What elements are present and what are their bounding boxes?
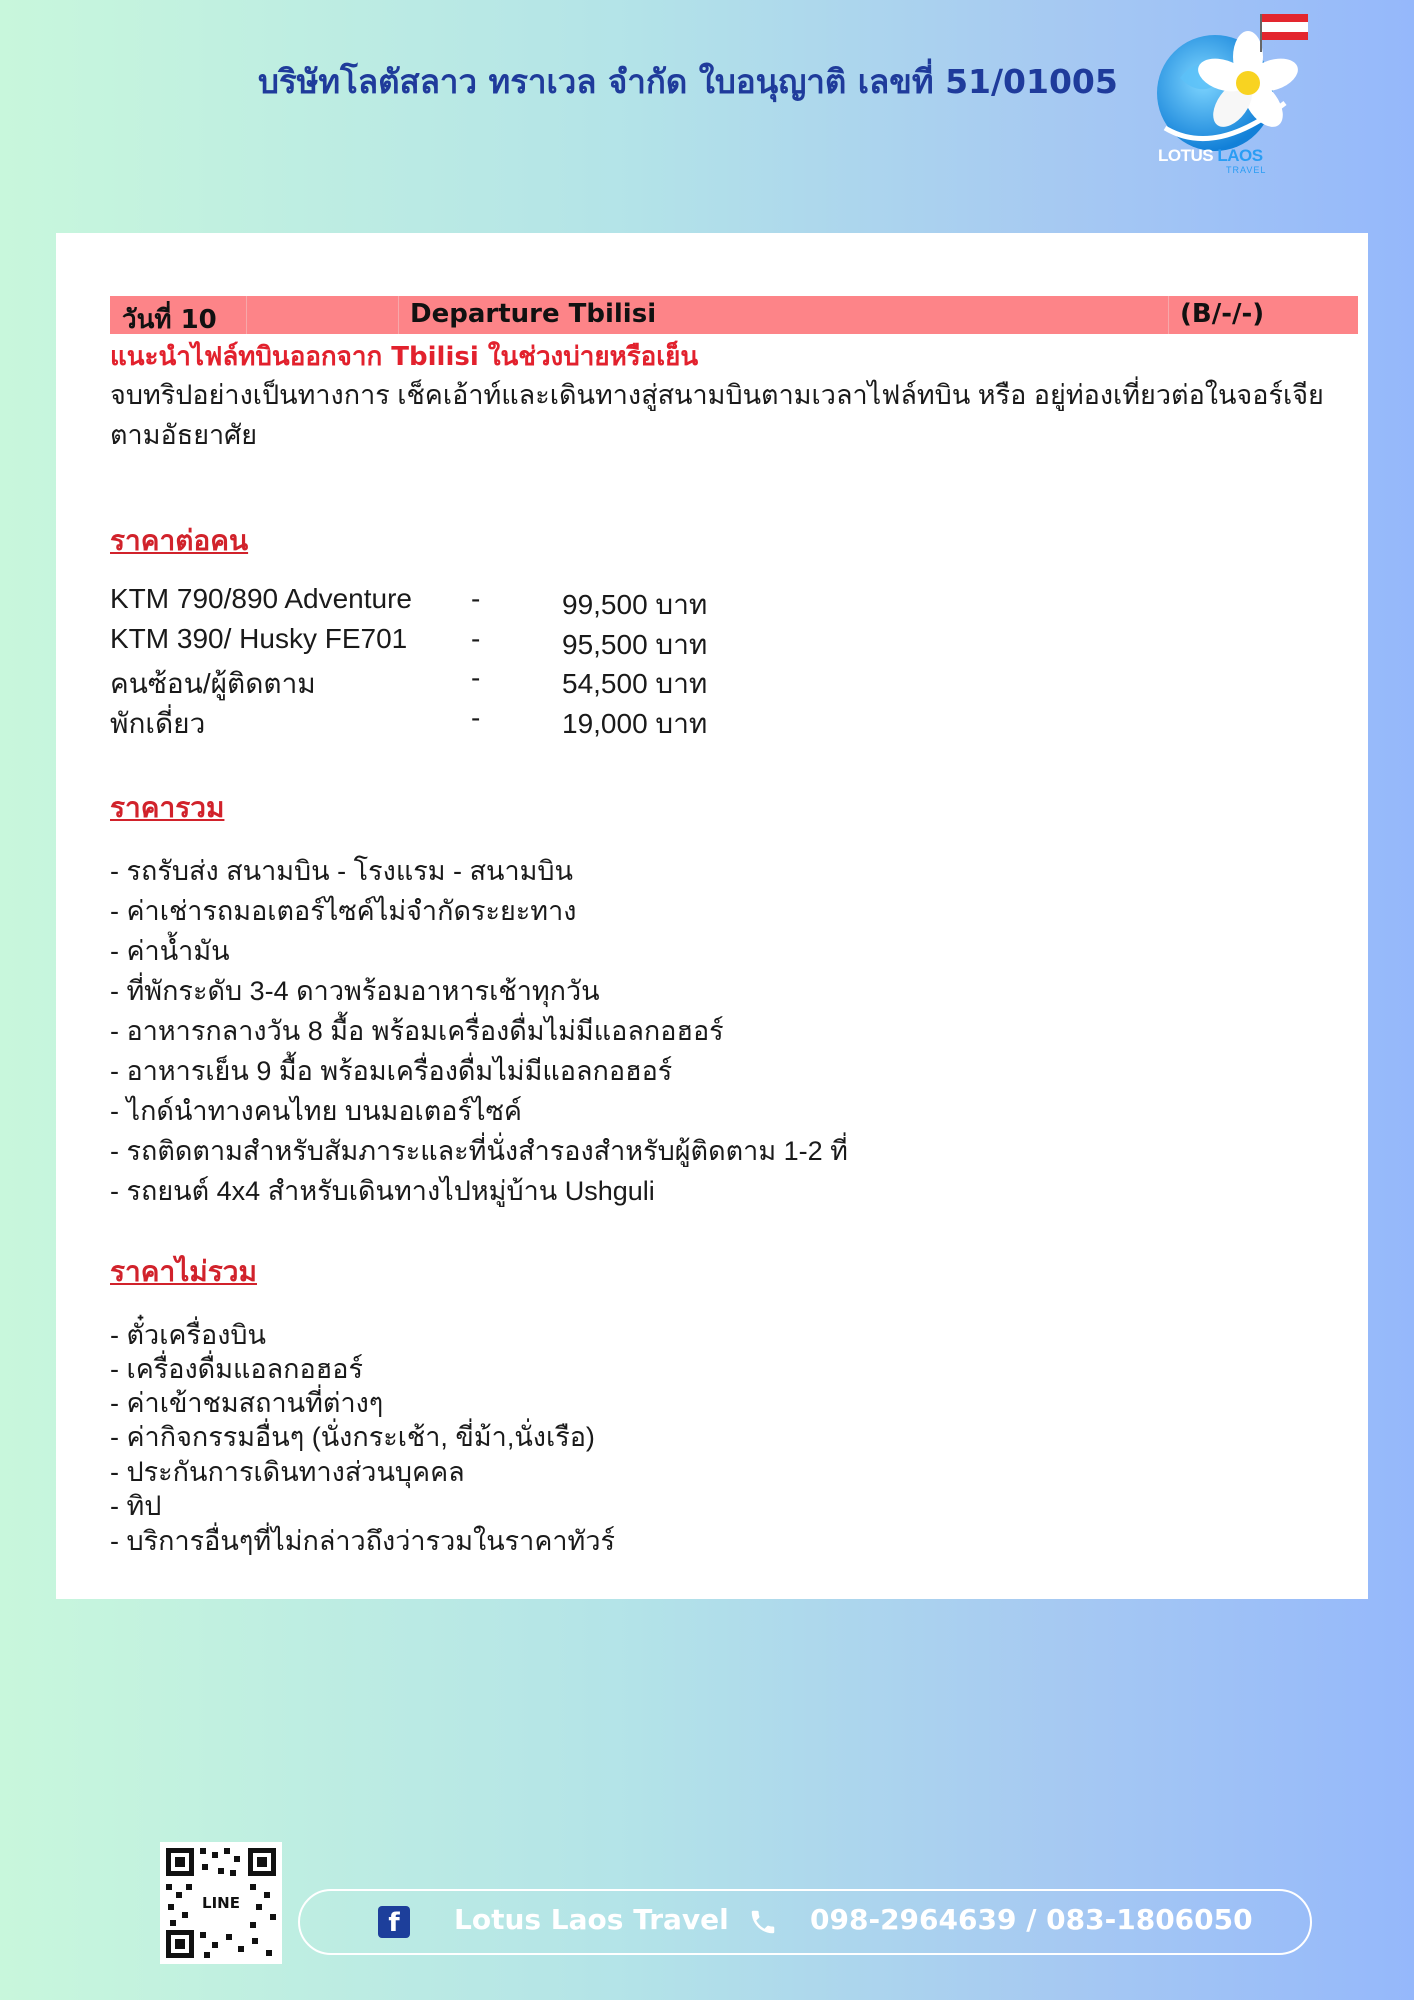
list-item: - บริการอื่นๆที่ไม่กล่าวถึงว่ารวมในราคาทัวร์ (110, 1526, 616, 1556)
list-item: - ค่ากิจกรรมอื่นๆ (นั่งกระเช้า, ขี่ม้า,นั่งเรือ) (110, 1422, 595, 1452)
day-header-bar (110, 296, 1358, 334)
facebook-icon[interactable]: f (378, 1906, 410, 1938)
divider (398, 296, 399, 334)
day-description: จบทริปอย่างเป็นทางการ เช็คเอ้าท์และเดินทางสู่สนามบินตามเวลาไฟล์ทบิน หรือ อยู่ท่องเที่ยวต่อในจอร์เจีย (110, 380, 1324, 410)
price-dash: - (471, 583, 481, 614)
price-value: 54,500 บาท (562, 668, 708, 699)
price-value: 99,500 บาท (562, 589, 708, 620)
list-item: - ค่าเข้าชมสถานที่ต่างๆ (110, 1388, 384, 1418)
price-value: 95,500 บาท (562, 629, 708, 660)
list-item: - อาหารกลางวัน 8 มื้อ พร้อมเครื่องดื่มไม่มีแอลกอฮอร์ (110, 1016, 724, 1046)
list-item: - เครื่องดื่มแอลกอฮอร์ (110, 1354, 363, 1384)
list-item: - ไกด์นำทางคนไทย บนมอเตอร์ไซค์ (110, 1096, 522, 1126)
list-item: - รถติดตามสำหรับสัมภาระและที่นั่งสำรองสำหรับผู้ติดตาม 1-2 ที่ (110, 1136, 848, 1166)
logo-wordmark: LOTUS LAOS (1158, 146, 1263, 165)
company-title: บริษัทโลตัสลาว ทราเวล จำกัด ใบอนุญาติ เลขที่ 51/01005 (258, 62, 1118, 101)
price-dash: - (471, 623, 481, 654)
price-per-person-heading: ราคาต่อคน (110, 525, 249, 556)
list-item: - ทิป (110, 1491, 162, 1521)
price-name: KTM 790/890 Adventure (110, 583, 412, 614)
price-included-heading: ราคารวม (110, 792, 225, 823)
facebook-page-link[interactable]: Lotus Laos Travel (454, 1903, 729, 1936)
contact-bar (298, 1889, 1312, 1955)
list-item: - รถยนต์ 4x4 สำหรับเดินทางไปหมู่บ้าน Ushguli (110, 1176, 655, 1206)
day-number: วันที่ 10 (122, 305, 217, 335)
price-excluded-heading: ราคาไม่รวม (110, 1256, 257, 1287)
qr-code-icon (160, 1842, 282, 1964)
day-title: Departure Tbilisi (410, 299, 657, 329)
price-name: คนซ้อน/ผู้ติดตาม (110, 668, 316, 699)
price-dash: - (471, 662, 481, 693)
phone-numbers[interactable]: 098-2964639 / 083-1806050 (810, 1903, 1253, 1936)
flight-recommendation: แนะนำไฟล์ทบินออกจาก Tbilisi ในช่วงบ่ายหรือเย็น (110, 342, 699, 372)
price-value: 19,000 บาท (562, 708, 708, 739)
list-item: - รถรับส่ง สนามบิน - โรงแรม - สนามบิน (110, 856, 574, 886)
list-item: - ค่าเช่ารถมอเตอร์ไซค์ไม่จำกัดระยะทาง (110, 896, 577, 926)
list-item: - ตั๋วเครื่องบิน (110, 1320, 266, 1350)
list-item: - ค่าน้ำมัน (110, 936, 230, 966)
qr-label: LINE (202, 1894, 240, 1912)
list-item: - ประกันการเดินทางส่วนบุคคล (110, 1457, 465, 1487)
list-item: - ที่พักระดับ 3-4 ดาวพร้อมอาหารเช้าทุกวัน (110, 976, 600, 1006)
price-name: พักเดี่ยว (110, 708, 206, 739)
divider (246, 296, 247, 334)
logo-subtitle: TRAVEL (1226, 165, 1267, 175)
day-description-cont: ตามอัธยาศัย (110, 420, 258, 450)
day-meals: (B/-/-) (1180, 299, 1265, 329)
price-dash: - (471, 702, 481, 733)
phone-icon (748, 1907, 778, 1937)
list-item: - อาหารเย็น 9 มื้อ พร้อมเครื่องดื่มไม่มีแอลกอฮอร์ (110, 1056, 673, 1086)
itinerary-panel (56, 233, 1368, 1599)
price-name: KTM 390/ Husky FE701 (110, 623, 408, 654)
divider (1168, 296, 1169, 334)
